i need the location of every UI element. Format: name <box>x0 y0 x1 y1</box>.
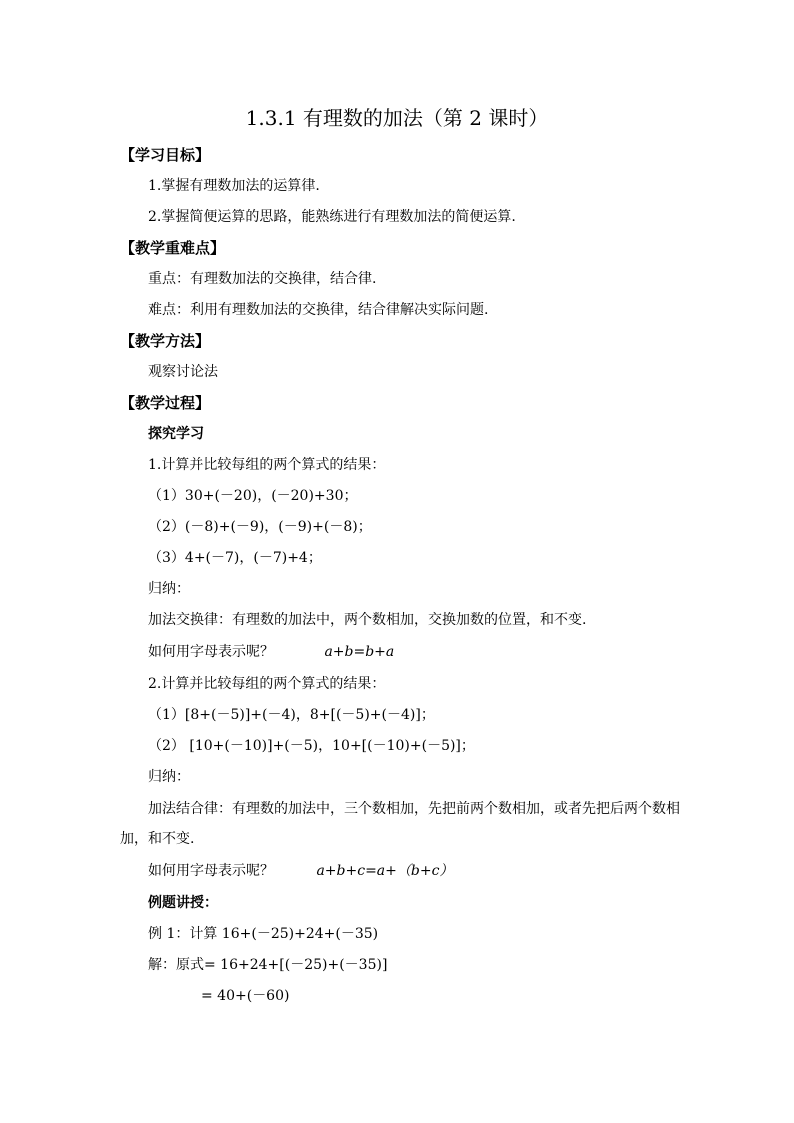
process-heading: 【教学过程】 <box>120 394 211 412</box>
question-1-item-1: （1）30+(－20)，(－20)+30； <box>148 488 358 504</box>
key-point-focus: 重点：有理数加法的交换律，结合律. <box>148 271 377 287</box>
commutative-law: 加法交换律：有理数的加法中，两个数相加，交换加数的位置，和不变. <box>148 612 587 628</box>
question-2-item-2: （2） [10+(－10)]+(－5)，10+[(－10)+(－5)]； <box>148 738 475 754</box>
example-1: 例 1：计算 16+(－25)+24+(－35) <box>148 926 379 942</box>
objective-item-2: 2.掌握简便运算的思路，能熟练进行有理数加法的简便运算. <box>148 209 516 225</box>
objectives-heading: 【学习目标】 <box>120 146 211 164</box>
question-1-item-3: （3）4+(－7)，(－7)+4； <box>148 550 322 566</box>
commutative-formula: a+b=b+a <box>324 644 395 660</box>
summary-label-2: 归纳： <box>148 769 190 785</box>
letters-question-1-text: 如何用字母表示呢？ <box>148 644 274 660</box>
letters-question-2 <box>148 861 453 881</box>
objective-item-1: 1.掌握有理数加法的运算律. <box>148 178 320 194</box>
key-points-heading: 【教学重难点】 <box>120 239 226 257</box>
key-point-difficulty: 难点：利用有理数加法的交换律，结合律解决实际问题. <box>148 302 489 318</box>
associative-law: 加法结合律：有理数的加法中，三个数相加，先把前两个数相加，或者先把后两个数相加，和不变. <box>120 801 680 847</box>
solution-line-1: 解：原式= 16+24+[(－25)+(－35)] <box>148 957 388 973</box>
explore-subheading: 探究学习 <box>148 426 204 442</box>
question-1: 1.计算并比较每组的两个算式的结果： <box>148 457 386 473</box>
summary-label-1: 归纳： <box>148 581 190 597</box>
letters-question-1 <box>148 642 394 662</box>
examples-heading: 例题讲授： <box>148 895 218 911</box>
method-text: 观察讨论法 <box>148 364 218 380</box>
question-2: 2.计算并比较每组的两个算式的结果： <box>148 676 386 692</box>
question-2-item-1: （1）[8+(－5)]+(－4)，8+[(－5)+(－4)]； <box>148 707 435 723</box>
page-title: 1.3.1 有理数的加法（第 2 课时） <box>245 106 549 130</box>
solution-line-2: = 40+(－60) <box>201 988 290 1004</box>
letters-question-2-text: 如何用字母表示呢？ <box>148 863 274 879</box>
question-1-item-2: （2）(－8)+(－9)，(－9)+(－8)； <box>148 519 372 535</box>
associative-formula: a+b+c=a+（b+c） <box>316 863 454 879</box>
method-heading: 【教学方法】 <box>120 332 211 350</box>
